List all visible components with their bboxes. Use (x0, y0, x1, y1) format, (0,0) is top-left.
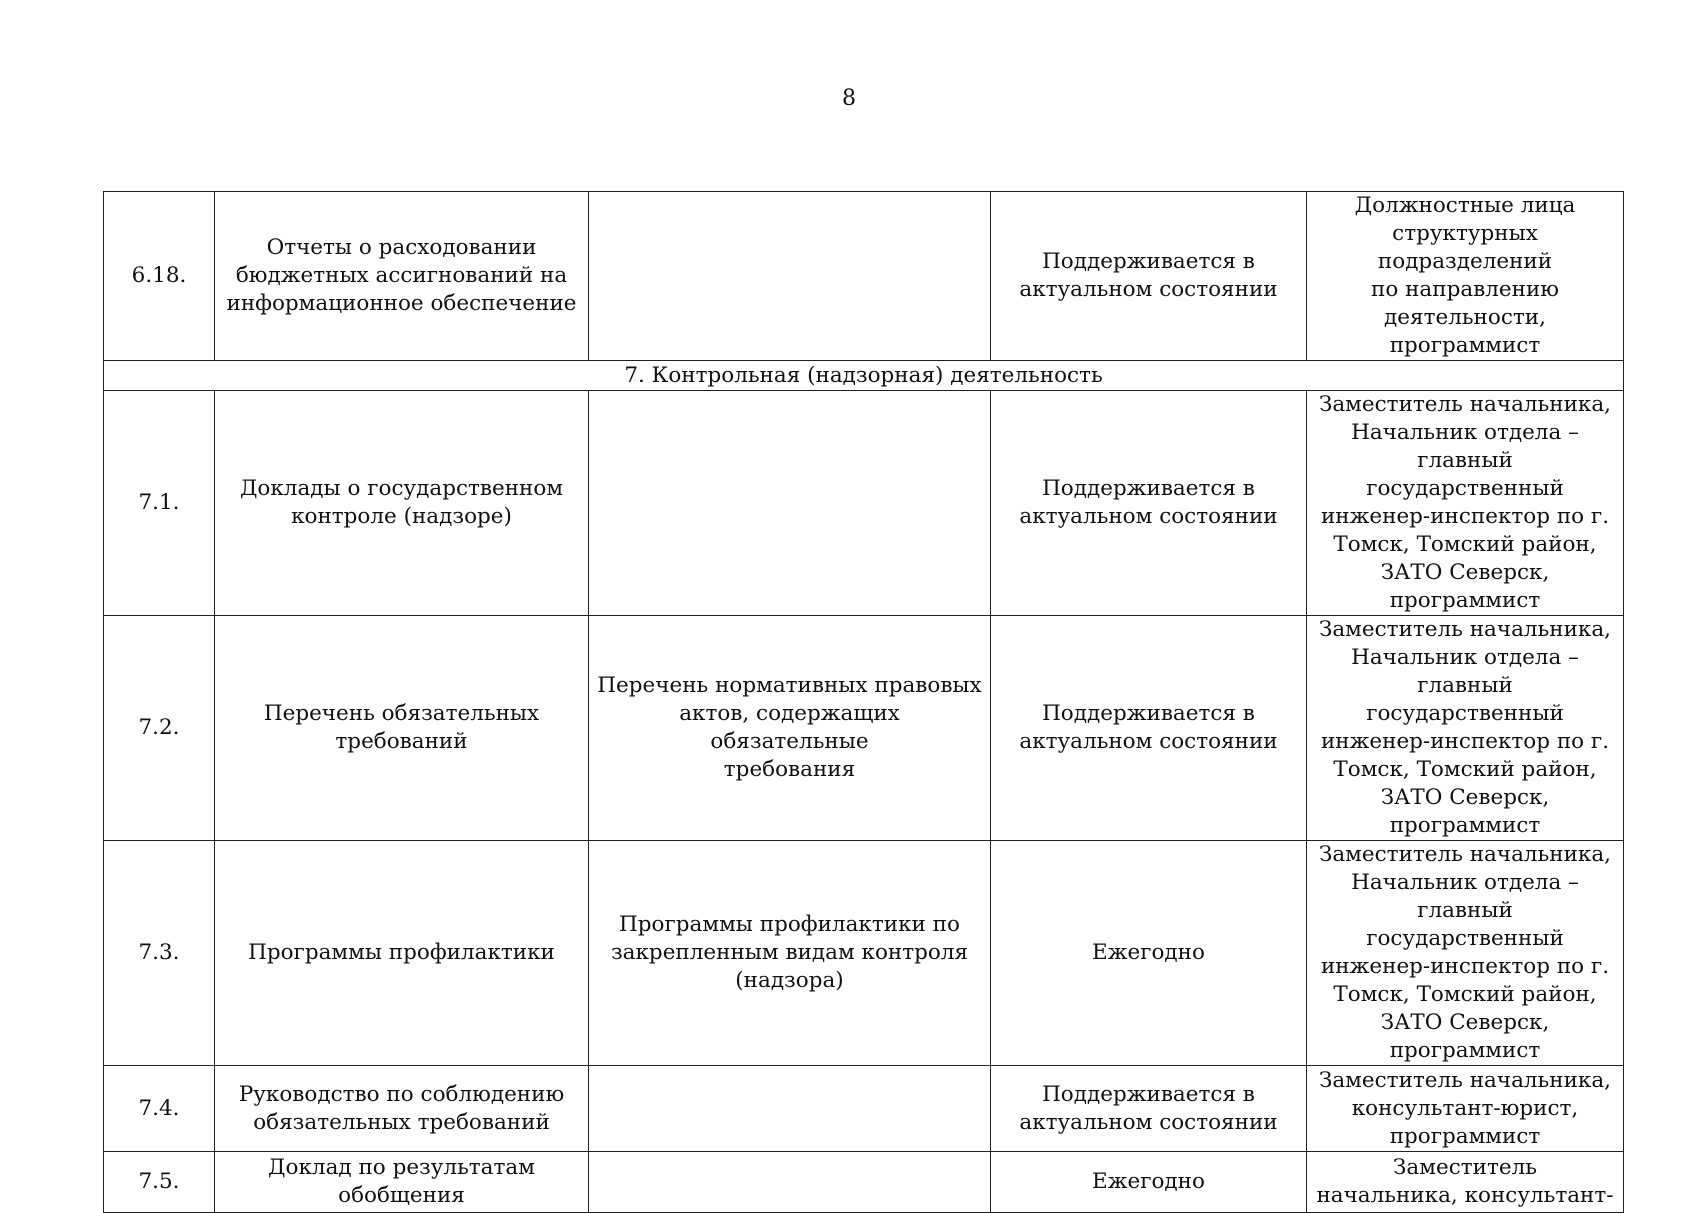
row-content: Программы профилактики по закрепленным видам контроля (надзора) (589, 841, 991, 1066)
row-responsible: Заместитель начальника, консультант- (1307, 1152, 1624, 1213)
row-name: Программы профилактики (215, 841, 589, 1066)
row-responsible: Заместитель начальника, Начальник отдела – главный государственный инженер-инспектор по г. Томск, Томский район, ЗАТО Северск, программист (1307, 616, 1624, 841)
row-responsible: Заместитель начальника, Начальник отдела – главный государственный инженер-инспектор по г. Томск, Томский район, ЗАТО Северск, программист (1307, 841, 1624, 1066)
table-row (104, 841, 1624, 1066)
row-content (589, 1152, 991, 1213)
document-table (103, 191, 1624, 1213)
row-number: 7.1. (104, 391, 215, 616)
table-row (104, 192, 1624, 361)
row-content (589, 391, 991, 616)
row-number: 7.3. (104, 841, 215, 1066)
row-name: Отчеты о расходовании бюджетных ассигнований на информационное обеспечение (215, 192, 589, 361)
row-frequency: Поддерживается в актуальном состоянии (991, 391, 1307, 616)
row-number: 7.2. (104, 616, 215, 841)
row-number: 7.4. (104, 1066, 215, 1152)
row-frequency: Ежегодно (991, 1152, 1307, 1213)
table-row (104, 616, 1624, 841)
row-frequency: Поддерживается в актуальном состоянии (991, 192, 1307, 361)
row-responsible: Заместитель начальника, Начальник отдела – главный государственный инженер-инспектор по г. Томск, Томский район, ЗАТО Северск, программист (1307, 391, 1624, 616)
section-title: 7. Контрольная (надзорная) деятельность (104, 361, 1624, 391)
row-frequency: Поддерживается в актуальном состоянии (991, 1066, 1307, 1152)
row-name: Доклады о государственном контроле (надзоре) (215, 391, 589, 616)
row-content (589, 1066, 991, 1152)
row-number: 7.5. (104, 1152, 215, 1213)
table-row (104, 391, 1624, 616)
page-number: 8 (842, 86, 856, 111)
row-number: 6.18. (104, 192, 215, 361)
row-responsible: Заместитель начальника, консультант-юрист, программист (1307, 1066, 1624, 1152)
table-row (104, 1066, 1624, 1152)
row-frequency: Поддерживается в актуальном состоянии (991, 616, 1307, 841)
row-name: Руководство по соблюдению обязательных требований (215, 1066, 589, 1152)
row-name: Перечень обязательных требований (215, 616, 589, 841)
row-content: Перечень нормативных правовых актов, содержащих обязательные требования (589, 616, 991, 841)
section-header-row (104, 361, 1624, 391)
table-row (104, 1152, 1624, 1213)
row-content (589, 192, 991, 361)
row-frequency: Ежегодно (991, 841, 1307, 1066)
row-name: Доклад по результатам обобщения (215, 1152, 589, 1213)
row-responsible: Должностные лица структурных подразделений по направлению деятельности, программист (1307, 192, 1624, 361)
